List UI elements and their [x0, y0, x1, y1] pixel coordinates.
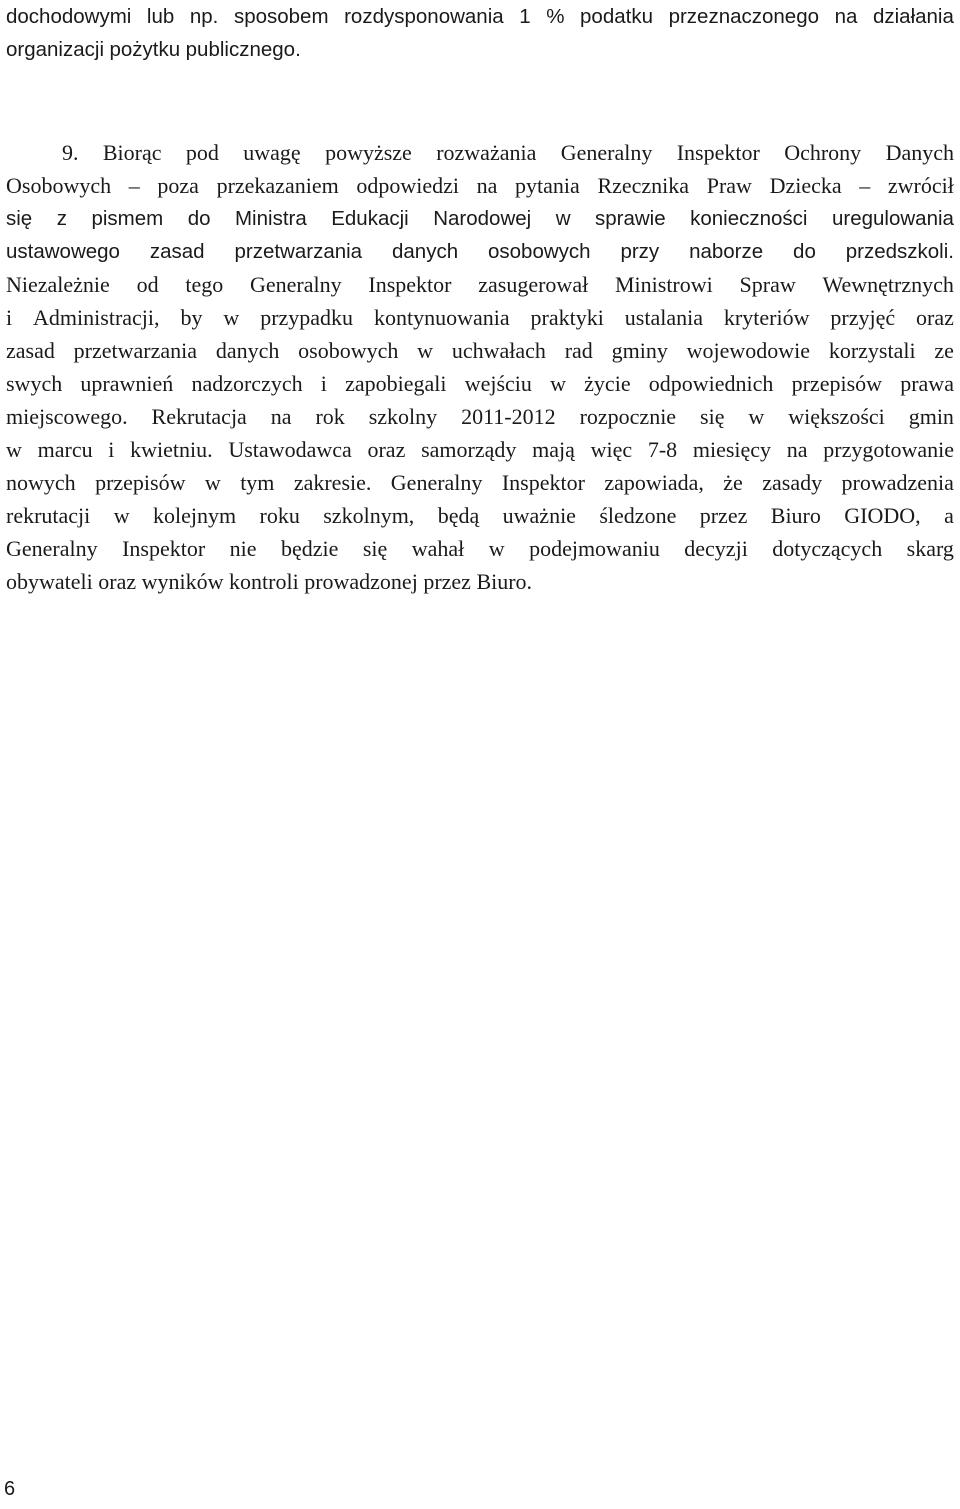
- word: przedszkoli.: [845, 240, 954, 263]
- word: powyższe: [325, 140, 412, 165]
- word: %: [546, 5, 565, 28]
- word: Administracji,: [33, 305, 160, 330]
- word: naborze: [689, 240, 764, 263]
- word: uwagę: [243, 140, 301, 165]
- word: Inspektor: [368, 272, 452, 297]
- word: w: [417, 338, 434, 363]
- word: do: [187, 207, 211, 230]
- text-line: [62, 136, 954, 169]
- text-line: [6, 466, 954, 499]
- word: gminy: [611, 338, 668, 363]
- word: śledzone: [599, 503, 677, 528]
- word: oraz: [367, 437, 406, 462]
- word: się: [6, 207, 33, 230]
- word: –: [859, 173, 871, 198]
- word: by: [180, 305, 203, 330]
- word: prowadzonej: [304, 569, 418, 594]
- word: danych: [391, 240, 459, 263]
- word: uregulowania: [831, 207, 954, 230]
- word: działania: [872, 5, 954, 28]
- word: pod: [185, 140, 219, 165]
- word: Rekrutacja: [151, 404, 247, 429]
- word: Ustawodawca: [228, 437, 352, 462]
- word: danych: [215, 338, 280, 363]
- word: Osobowych: [6, 173, 112, 198]
- word: z: [56, 207, 67, 230]
- word: –: [128, 173, 140, 198]
- word: uprawnień: [80, 371, 174, 396]
- word: przetwarzania: [234, 240, 363, 263]
- word: oraz: [916, 305, 954, 330]
- word: rozdysponowania: [344, 5, 504, 28]
- word: zasady: [762, 470, 823, 495]
- word: w: [204, 470, 221, 495]
- text-line: [6, 334, 954, 367]
- word: wahał: [411, 536, 465, 561]
- word: np.: [189, 5, 219, 28]
- word: przekazaniem: [216, 173, 339, 198]
- word: w: [6, 437, 22, 462]
- word: tego: [185, 272, 224, 297]
- word: pytania: [515, 173, 580, 198]
- word: miejscowego.: [6, 404, 128, 429]
- word: Ministra: [234, 207, 307, 230]
- word: oraz: [98, 569, 137, 594]
- word: Niezależnie: [6, 272, 110, 297]
- word: 1: [519, 5, 531, 28]
- word: kontroli: [229, 569, 299, 594]
- word: w: [223, 305, 240, 330]
- word: Rzecznika: [597, 173, 690, 198]
- word: rekrutacji: [6, 503, 91, 528]
- word: przypadku: [260, 305, 354, 330]
- word: podejmowaniu: [529, 536, 660, 561]
- text-line: [6, 268, 954, 301]
- word: zasad: [6, 338, 55, 363]
- word: przepisów: [95, 470, 186, 495]
- word: ustawowego: [6, 240, 120, 263]
- word: lub: [146, 5, 175, 28]
- text-line: [6, 169, 954, 202]
- word: a: [944, 503, 954, 528]
- word: miesięcy: [692, 437, 772, 462]
- word: wojewodowie: [686, 338, 811, 363]
- word: nie: [229, 536, 257, 561]
- word: nadzorczych: [191, 371, 303, 396]
- word: zapobiegali: [345, 371, 447, 396]
- word: przetwarzania: [73, 338, 198, 363]
- word: mają: [532, 437, 575, 462]
- word: rozpocznie: [579, 404, 677, 429]
- word: Ministrowi: [614, 272, 713, 297]
- word: kolejnym: [153, 503, 237, 528]
- word: pożytku: [109, 38, 181, 61]
- word: uchwałach: [451, 338, 546, 363]
- word: kwietniu.: [130, 437, 213, 462]
- word: Wewnętrznych: [822, 272, 954, 297]
- word: publicznego.: [185, 38, 301, 61]
- word: ze: [934, 338, 954, 363]
- word: 7-8: [647, 437, 678, 462]
- word: Generalny: [390, 470, 483, 495]
- word: zwrócił: [887, 173, 954, 198]
- text-line: [6, 400, 954, 433]
- word: rad: [564, 338, 593, 363]
- word: będzie: [280, 536, 339, 561]
- word: przeznaczonego: [668, 5, 819, 28]
- word: organizacji: [6, 38, 104, 61]
- word: na: [476, 173, 498, 198]
- word: w: [550, 371, 566, 396]
- word: odpowiedzi: [356, 173, 459, 198]
- word: 2011-2012: [461, 404, 556, 429]
- word: ustalania: [624, 305, 703, 330]
- word: roku: [259, 503, 300, 528]
- word: GIODO,: [844, 503, 921, 528]
- word: kontynuowania: [373, 305, 510, 330]
- word: sprawie: [595, 207, 666, 230]
- text-line: [6, 0, 954, 33]
- word: życie: [584, 371, 631, 396]
- word: przez: [699, 503, 748, 528]
- word: zasad: [149, 240, 205, 263]
- word: się: [362, 536, 388, 561]
- word: na: [786, 437, 808, 462]
- word: dochodowymi: [6, 5, 132, 28]
- word: marcu: [37, 437, 93, 462]
- word: wyników: [141, 569, 224, 594]
- word: przepisów: [791, 371, 883, 396]
- text-line: [6, 565, 532, 598]
- word: Inspektor: [501, 470, 585, 495]
- word: samorządy: [421, 437, 517, 462]
- page-number: 6: [4, 1478, 16, 1500]
- word: Ochrony: [784, 140, 862, 165]
- word: Edukacji: [331, 207, 409, 230]
- word: uważnie: [502, 503, 576, 528]
- text-line: [6, 33, 301, 66]
- word: osobowych: [298, 338, 399, 363]
- word: poza: [157, 173, 199, 198]
- word: nowych: [6, 470, 76, 495]
- text-line: [6, 532, 954, 565]
- word: osobowych: [487, 240, 591, 263]
- word: odpowiednich: [648, 371, 774, 396]
- word: pismem: [91, 207, 164, 230]
- text-line: [6, 301, 954, 334]
- word: kryteriów: [723, 305, 810, 330]
- word: w: [488, 536, 505, 561]
- word: na: [270, 404, 292, 429]
- word: Generalny: [6, 536, 98, 561]
- word: skarg: [906, 536, 954, 561]
- word: Inspektor: [676, 140, 760, 165]
- word: od: [136, 272, 159, 297]
- text-line: [6, 433, 954, 466]
- word: dotyczących: [772, 536, 883, 561]
- word: prawa: [900, 371, 954, 396]
- word: przez: [423, 569, 471, 594]
- word: że: [723, 470, 743, 495]
- word: rozważania: [436, 140, 537, 165]
- word: będą: [437, 503, 480, 528]
- word: decyzji: [684, 536, 748, 561]
- word: gmin: [908, 404, 954, 429]
- text-line: [6, 202, 954, 235]
- word: szkolny: [368, 404, 438, 429]
- word: i: [108, 437, 115, 462]
- word: sposobem: [233, 5, 329, 28]
- text-line: [6, 235, 954, 268]
- word: Praw: [706, 173, 752, 198]
- word: prowadzenia: [841, 470, 954, 495]
- word: swych: [6, 371, 63, 396]
- word: w: [113, 503, 130, 528]
- word: przy: [620, 240, 660, 263]
- word: korzystali: [828, 338, 916, 363]
- word: w: [555, 207, 571, 230]
- word: w: [748, 404, 765, 429]
- word: Danych: [885, 140, 954, 165]
- word: praktyki: [530, 305, 604, 330]
- word: przyjęć: [830, 305, 896, 330]
- word: konieczności: [690, 207, 808, 230]
- word: więc: [590, 437, 633, 462]
- word: Biuro: [770, 503, 821, 528]
- word: zapowiada,: [604, 470, 704, 495]
- word: podatku: [580, 5, 653, 28]
- word: tym: [240, 470, 275, 495]
- word: się: [700, 404, 725, 429]
- word: Biorąc: [102, 140, 162, 165]
- word: szkolnym,: [323, 503, 415, 528]
- word: obywateli: [6, 569, 93, 594]
- word: i: [320, 371, 327, 396]
- word: 9.: [62, 140, 79, 165]
- word: Generalny: [560, 140, 653, 165]
- word: większości: [788, 404, 885, 429]
- word: zakresie.: [293, 470, 372, 495]
- word: na: [834, 5, 858, 28]
- word: do: [793, 240, 816, 263]
- word: Biuro.: [476, 569, 533, 594]
- text-line: [6, 499, 954, 532]
- word: i: [6, 305, 13, 330]
- word: Spraw: [739, 272, 796, 297]
- word: rok: [315, 404, 345, 429]
- word: zasugerował: [478, 272, 589, 297]
- word: Generalny: [250, 272, 342, 297]
- word: wejściu: [464, 371, 532, 396]
- word: Dziecka: [769, 173, 842, 198]
- word: Narodowej: [433, 207, 532, 230]
- text-line: [6, 367, 954, 400]
- word: Inspektor: [122, 536, 206, 561]
- word: przygotowanie: [823, 437, 954, 462]
